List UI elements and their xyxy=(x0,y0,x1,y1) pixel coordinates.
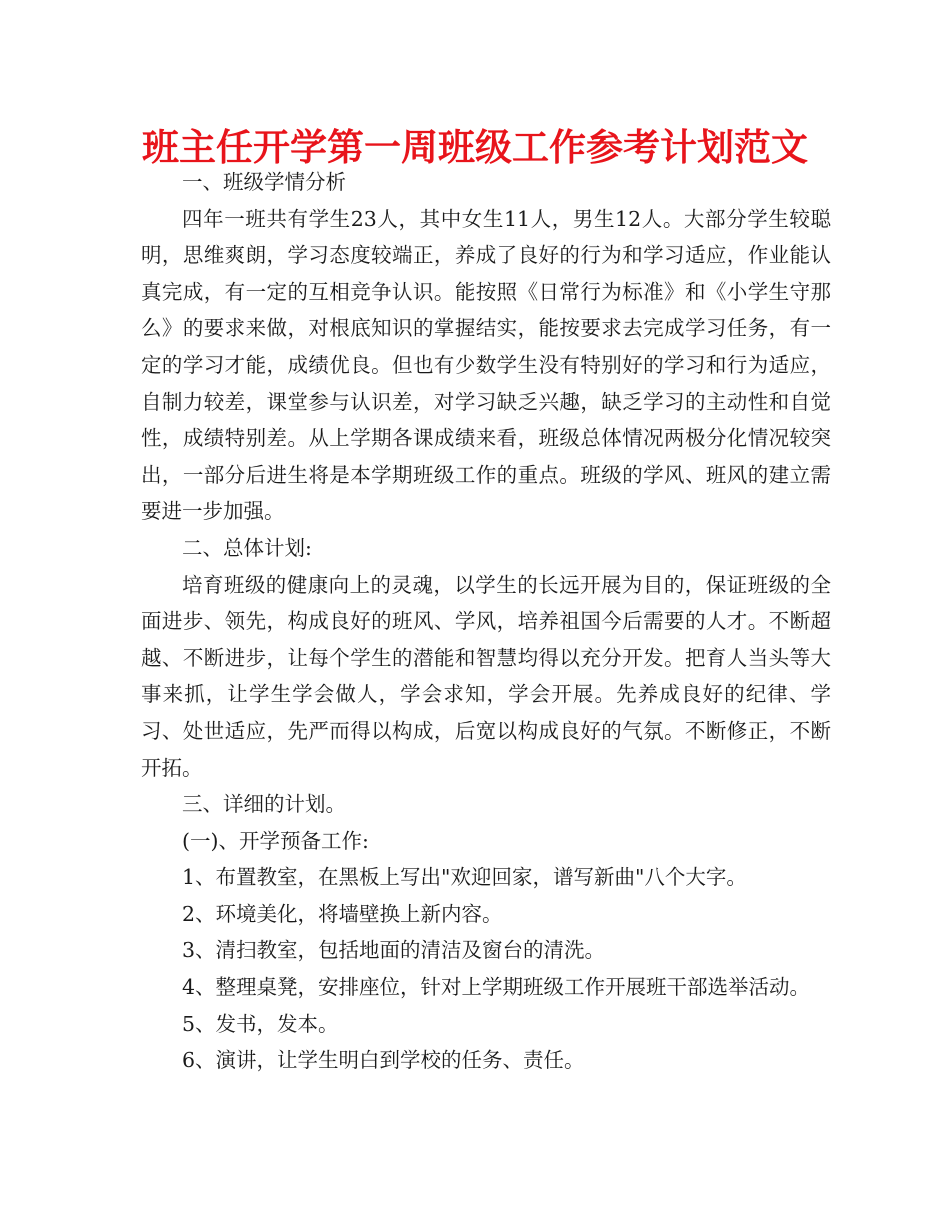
list-item: 1、布置教室，在黑板上写出"欢迎回家，谱写新曲"八个大字。 xyxy=(182,865,747,890)
list-item: 2、环境美化，将墙壁换上新内容。 xyxy=(182,901,503,926)
section-heading-detailed-plan: 三、详细的计划。 xyxy=(182,792,346,817)
document-title: 班主任开学第一周班级工作参考计划范文 xyxy=(142,126,808,169)
list-item: 5、发书，发本。 xyxy=(182,1011,339,1036)
document-body xyxy=(141,164,831,1079)
subsection-heading-preparation: (一)、开学预备工作: xyxy=(182,828,369,853)
section-heading-analysis: 一、班级学情分析 xyxy=(182,170,346,194)
paragraph-analysis: 四年一班共有学生23人，其中女生11人，男生12人。大部分学生较聪明，思维爽朗，学习态度较端正，养成了良好的行为和学习适应，作业能认真完成，有一定的互相竞争认识。能按照《日常行为标准》和《小学生守那么》的要求来做，对根底知识的掌握结实，能按要求去完成学习任务，有一定的学习才能，成绩优良。但也有少数学生没有特别好的学习和行为适应，自制力较差，课堂参与认识差，对学习缺乏兴趣，缺乏学习的主动性和自觉性，成绩特别差。从上学期各课成绩来看，班级总体情况两极分化情况较突出，一部分后进生将是本学期班级工作的重点。班级的学风、班风的建立需要进一步加强。 xyxy=(141,206,831,524)
list-item: 6、演讲，让学生明白到学校的任务、责任。 xyxy=(182,1048,585,1073)
list-item: 4、整理桌凳，安排座位，针对上学期班级工作开展班干部选举活动。 xyxy=(182,975,811,1000)
section-heading-overall-plan: 二、总体计划: xyxy=(182,535,312,560)
list-item: 3、清扫教室，包括地面的清洁及窗台的清洗。 xyxy=(182,938,606,963)
paragraph-overall-plan: 培育班级的健康向上的灵魂，以学生的长远开展为目的，保证班级的全面进步、领先，构成良好的班风、学风，培养祖国今后需要的人才。不断超越、不断进步，让每个学生的潜能和智慧均得以充分开发。把育人当头等大事来抓，让学生学会做人，学会求知，学会开展。先养成良好的纪律、学习、处世适应，先严而得以构成，后宽以构成良好的气氛。不断修正，不断开拓。 xyxy=(141,572,831,780)
